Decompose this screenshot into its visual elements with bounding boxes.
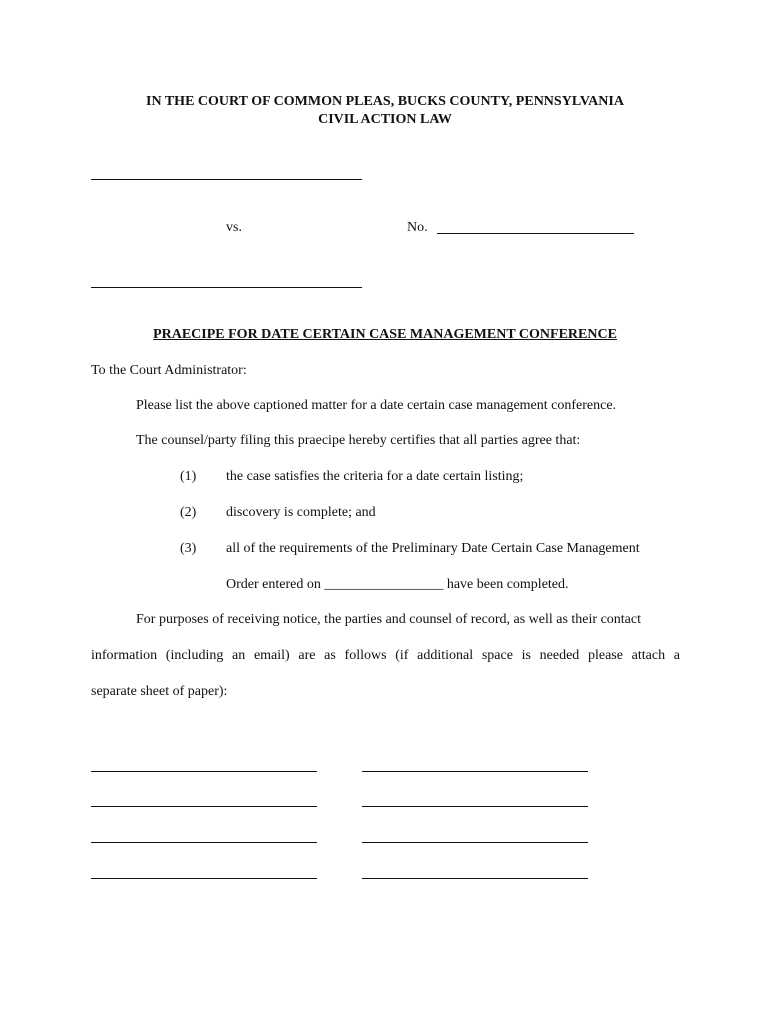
item-text: the case satisfies the criteria for a date certain listing; bbox=[226, 469, 524, 484]
plaintiff-name-line[interactable] bbox=[91, 179, 362, 180]
contact-line-right[interactable] bbox=[362, 771, 588, 772]
defendant-name-line[interactable] bbox=[91, 287, 362, 288]
versus-label: vs. bbox=[226, 220, 242, 235]
notice-paragraph-line3: separate sheet of paper): bbox=[91, 684, 228, 699]
contact-line-left[interactable] bbox=[91, 842, 317, 843]
contact-line-left[interactable] bbox=[91, 878, 317, 879]
item-text: all of the requirements of the Preliminary Date Certain Case Management bbox=[226, 541, 640, 556]
item-number: (2) bbox=[180, 505, 197, 520]
case-number-line[interactable] bbox=[437, 233, 634, 234]
notice-paragraph-line2: information (including an email) are as follows (if additional space is needed please attach a bbox=[91, 648, 680, 663]
contact-line-left[interactable] bbox=[91, 806, 317, 807]
item-number: (1) bbox=[180, 469, 197, 484]
order-date-blank[interactable]: _________________ bbox=[324, 577, 444, 592]
order-date-prefix: Order entered on bbox=[226, 577, 321, 592]
certification-paragraph: The counsel/party filing this praecipe hereby certifies that all parties agree that: bbox=[136, 433, 581, 448]
order-date-suffix: have been completed. bbox=[446, 577, 569, 592]
case-number-label: No. bbox=[407, 220, 428, 235]
contact-line-right[interactable] bbox=[362, 878, 588, 879]
salutation: To the Court Administrator: bbox=[91, 363, 247, 378]
item-text: discovery is complete; and bbox=[226, 505, 376, 520]
document-title: PRAECIPE FOR DATE CERTAIN CASE MANAGEMENT CONFERENCE bbox=[153, 327, 617, 342]
contact-line-left[interactable] bbox=[91, 771, 317, 772]
court-heading-line1: IN THE COURT OF COMMON PLEAS, BUCKS COUNTY, PENNSYLVANIA bbox=[146, 94, 624, 109]
contact-line-right[interactable] bbox=[362, 842, 588, 843]
listing-request-paragraph: Please list the above captioned matter for a date certain case management conference. bbox=[136, 398, 617, 413]
item-number: (3) bbox=[180, 541, 197, 556]
order-date-sentence bbox=[226, 577, 569, 593]
notice-paragraph-line1: For purposes of receiving notice, the parties and counsel of record, as well as their contact bbox=[136, 612, 641, 627]
contact-line-right[interactable] bbox=[362, 806, 588, 807]
court-heading-line2: CIVIL ACTION LAW bbox=[318, 112, 452, 127]
